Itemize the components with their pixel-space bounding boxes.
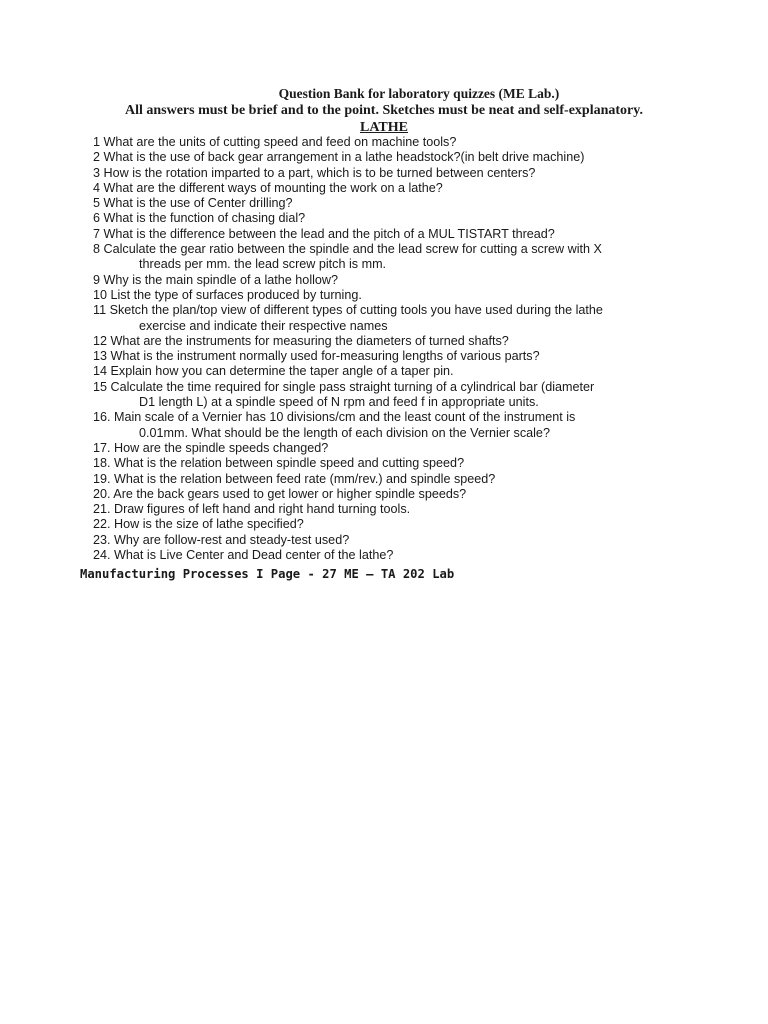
page-title: Question Bank for laboratory quizzes (ME Lab.) [278, 86, 560, 101]
question-item: 21. Draw figures of left hand and right hand turning tools. [93, 502, 411, 517]
question-item: 22. How is the size of lathe specified? [93, 517, 304, 532]
question-item: 1 What are the units of cutting speed and feed on machine tools? [93, 135, 457, 149]
question-item: 18. What is the relation between spindle speed and cutting speed? [93, 456, 465, 471]
question-item: 6 What is the function of chasing dial? [93, 211, 306, 226]
question-item: 3 How is the rotation imparted to a part, which is to be turned between centers? [93, 165, 536, 180]
question-item: 10 List the type of surfaces produced by turning. [93, 287, 362, 302]
question-item: 15 Calculate the time required for single pass straight turning of a cylindrical bar (diameter D1 length L) at a spindle speed of N rpm and feed f in appropriate units. [93, 379, 595, 410]
question-item: 13 What is the instrument normally used for-measuring lengths of various parts? [93, 349, 540, 364]
question-item: 9 Why is the main spindle of a lathe hollow? [93, 272, 339, 287]
question-item: 24. What is Live Center and Dead center of the lathe? [93, 548, 394, 563]
question-list [0, 135, 768, 563]
page-footer: Manufacturing Processes I Page - 27 ME – TA 202 Lab [80, 567, 455, 581]
question-item: 11 Sketch the plan/top view of different types of cutting tools you have used during the lathe exercise and indicate their respective names [93, 303, 603, 333]
question-item: 12 What are the instruments for measuring the diameters of turned shafts? [93, 333, 509, 348]
question-item: 20. Are the back gears used to get lower or higher spindle speeds? [93, 486, 467, 501]
question-item: 14 Explain how you can determine the taper angle of a taper pin. [93, 364, 454, 379]
question-item: 19. What is the relation between feed rate (mm/rev.) and spindle speed? [93, 471, 496, 486]
question-item: 17. How are the spindle speeds changed? [93, 440, 329, 455]
instructions: All answers must be brief and to the point. Sketches must be neat and self-explanatory. [124, 103, 643, 118]
question-item: 23. Why are follow-rest and steady-test used? [93, 532, 350, 547]
question-item: 5 What is the use of Center drilling? [93, 196, 293, 211]
question-item: 8 Calculate the gear ratio between the spindle and the lead screw for cutting a screw with X threads per mm. the lead screw pitch is mm. [93, 242, 602, 272]
question-item: 16. Main scale of a Vernier has 10 divisions/cm and the least count of the instrument is 0.01mm. What should be the length of each division on the Vernier scale? [93, 410, 576, 440]
question-item: 2 What is the use of back gear arrangement in a lathe headstock?(in belt drive machine) [93, 150, 585, 165]
section-heading: LATHE [360, 120, 408, 135]
question-item: 7 What is the difference between the lead and the pitch of a MUL TISTART thread? [93, 226, 555, 241]
question-item: 4 What are the different ways of mounting the work on a lathe? [93, 180, 443, 195]
